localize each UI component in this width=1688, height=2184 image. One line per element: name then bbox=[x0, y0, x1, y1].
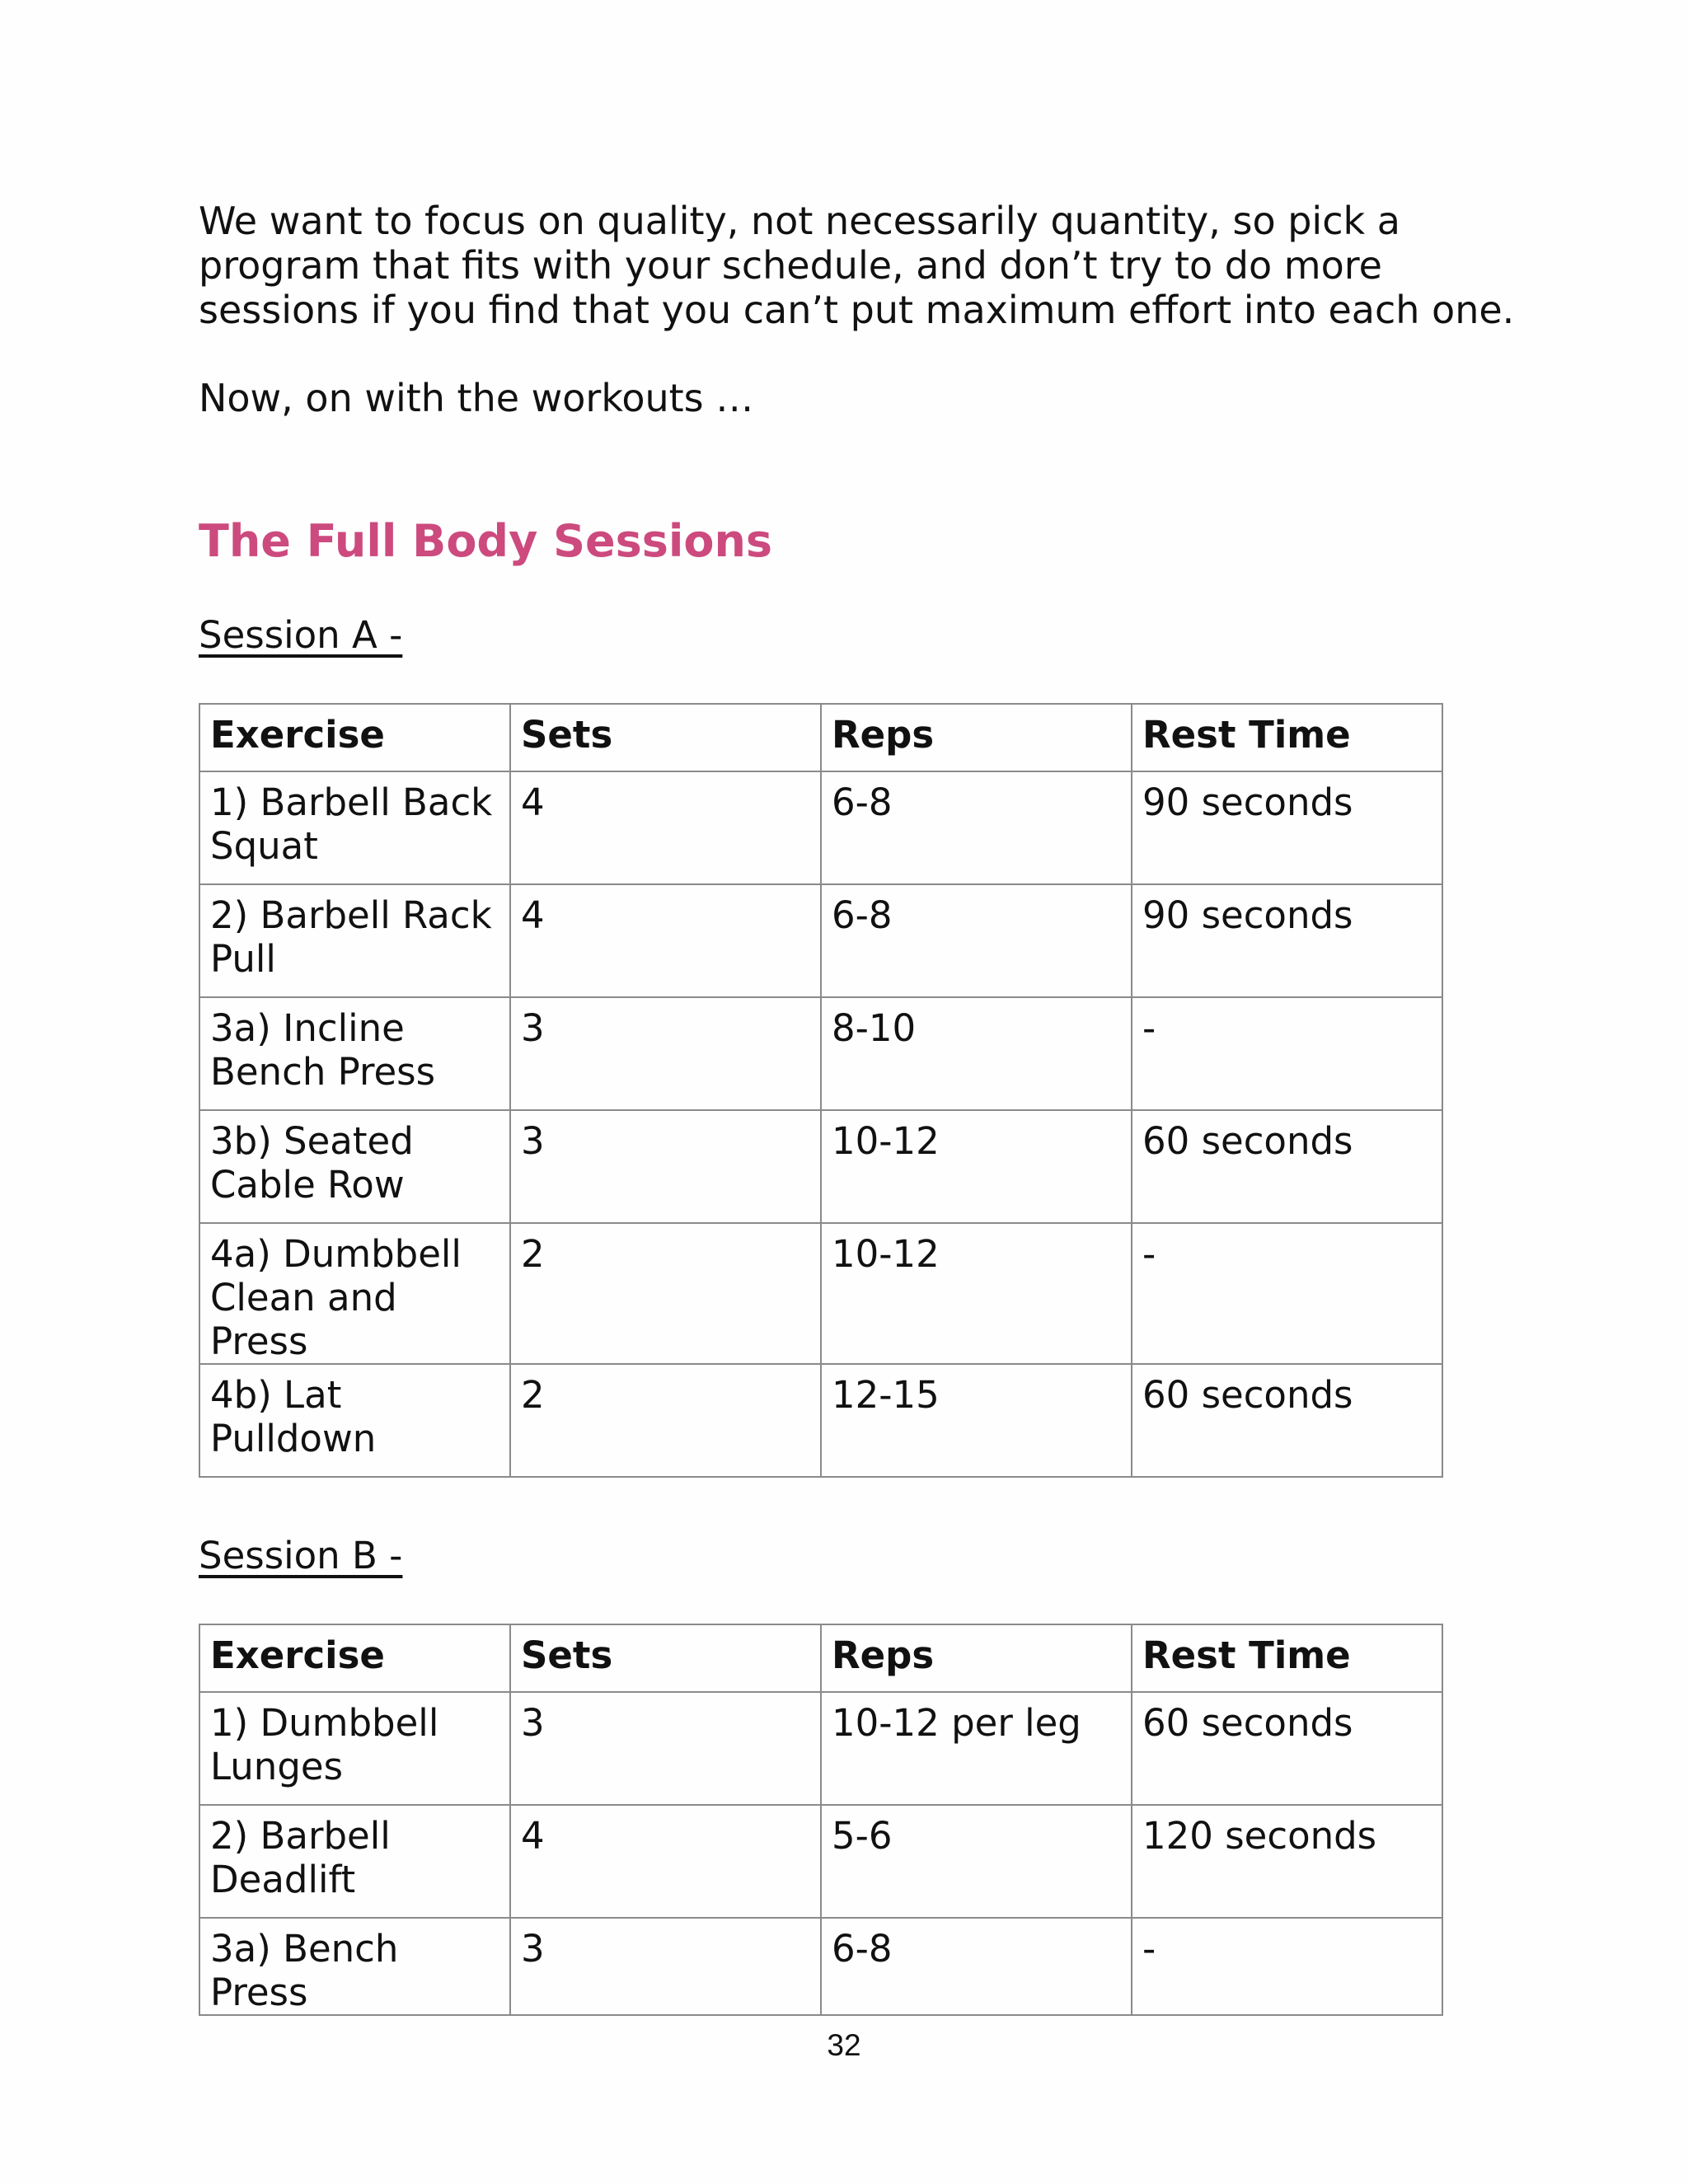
rest-cell: 90 seconds bbox=[1132, 771, 1442, 884]
session-b-label: Session B - bbox=[199, 1534, 403, 1577]
header-reps: Reps bbox=[821, 1624, 1132, 1692]
sets-cell: 4 bbox=[510, 884, 821, 997]
table-header-row bbox=[199, 1624, 1442, 1692]
reps-cell: 6-8 bbox=[821, 1918, 1132, 2015]
reps-cell: 6-8 bbox=[821, 771, 1132, 884]
table-row bbox=[199, 1223, 1442, 1364]
exercise-cell: 3a) Incline Bench Press bbox=[199, 997, 510, 1110]
rest-cell: - bbox=[1132, 1223, 1442, 1364]
rest-cell: - bbox=[1132, 1918, 1442, 2015]
exercise-cell: 3a) Bench Press bbox=[199, 1918, 510, 2015]
table-row bbox=[199, 1692, 1442, 1805]
header-exercise: Exercise bbox=[199, 1624, 510, 1692]
sets-cell: 3 bbox=[510, 1110, 821, 1223]
rest-cell: 90 seconds bbox=[1132, 884, 1442, 997]
header-exercise: Exercise bbox=[199, 704, 510, 771]
reps-cell: 10-12 bbox=[821, 1223, 1132, 1364]
reps-cell: 12-15 bbox=[821, 1364, 1132, 1477]
sets-cell: 3 bbox=[510, 997, 821, 1110]
header-reps: Reps bbox=[821, 704, 1132, 771]
exercise-cell: 3b) Seated Cable Row bbox=[199, 1110, 510, 1223]
page-number: 32 bbox=[827, 2028, 861, 2062]
sets-cell: 3 bbox=[510, 1692, 821, 1805]
section-heading: The Full Body Sessions bbox=[199, 515, 773, 567]
table-row bbox=[199, 1110, 1442, 1223]
table-row bbox=[199, 1805, 1442, 1918]
rest-cell: - bbox=[1132, 997, 1442, 1110]
header-rest-time: Rest Time bbox=[1132, 1624, 1442, 1692]
exercise-cell: 2) Barbell Rack Pull bbox=[199, 884, 510, 997]
table-row bbox=[199, 771, 1442, 884]
lead-in-text: Now, on with the workouts … bbox=[199, 376, 754, 420]
table-row bbox=[199, 1364, 1442, 1477]
table-header-row bbox=[199, 704, 1442, 771]
session-a-label: Session A - bbox=[199, 613, 403, 657]
sets-cell: 2 bbox=[510, 1364, 821, 1477]
rest-cell: 60 seconds bbox=[1132, 1110, 1442, 1223]
exercise-cell: 4b) Lat Pulldown bbox=[199, 1364, 510, 1477]
table-row bbox=[199, 997, 1442, 1110]
reps-cell: 5-6 bbox=[821, 1805, 1132, 1918]
reps-cell: 6-8 bbox=[821, 884, 1132, 997]
intro-paragraph: We want to focus on quality, not necessarily quantity, so pick a program that fits with your schedule, and don’t try to do more sessions if you find that you can’t put maximum effort into each one. bbox=[199, 199, 1515, 332]
sets-cell: 4 bbox=[510, 1805, 821, 1918]
sets-cell: 2 bbox=[510, 1223, 821, 1364]
reps-cell: 10-12 per leg bbox=[821, 1692, 1132, 1805]
table-row bbox=[199, 884, 1442, 997]
rest-cell: 60 seconds bbox=[1132, 1692, 1442, 1805]
rest-cell: 60 seconds bbox=[1132, 1364, 1442, 1477]
exercise-cell: 1) Dumbbell Lunges bbox=[199, 1692, 510, 1805]
reps-cell: 10-12 bbox=[821, 1110, 1132, 1223]
header-sets: Sets bbox=[510, 1624, 821, 1692]
header-sets: Sets bbox=[510, 704, 821, 771]
session-a-table bbox=[199, 703, 1443, 1478]
sets-cell: 4 bbox=[510, 771, 821, 884]
table-row bbox=[199, 1918, 1442, 2015]
header-rest-time: Rest Time bbox=[1132, 704, 1442, 771]
reps-cell: 8-10 bbox=[821, 997, 1132, 1110]
exercise-cell: 4a) Dumbbell Clean and Press bbox=[199, 1223, 510, 1364]
exercise-cell: 1) Barbell Back Squat bbox=[199, 771, 510, 884]
session-b-table bbox=[199, 1624, 1443, 2016]
sets-cell: 3 bbox=[510, 1918, 821, 2015]
rest-cell: 120 seconds bbox=[1132, 1805, 1442, 1918]
exercise-cell: 2) Barbell Deadlift bbox=[199, 1805, 510, 1918]
